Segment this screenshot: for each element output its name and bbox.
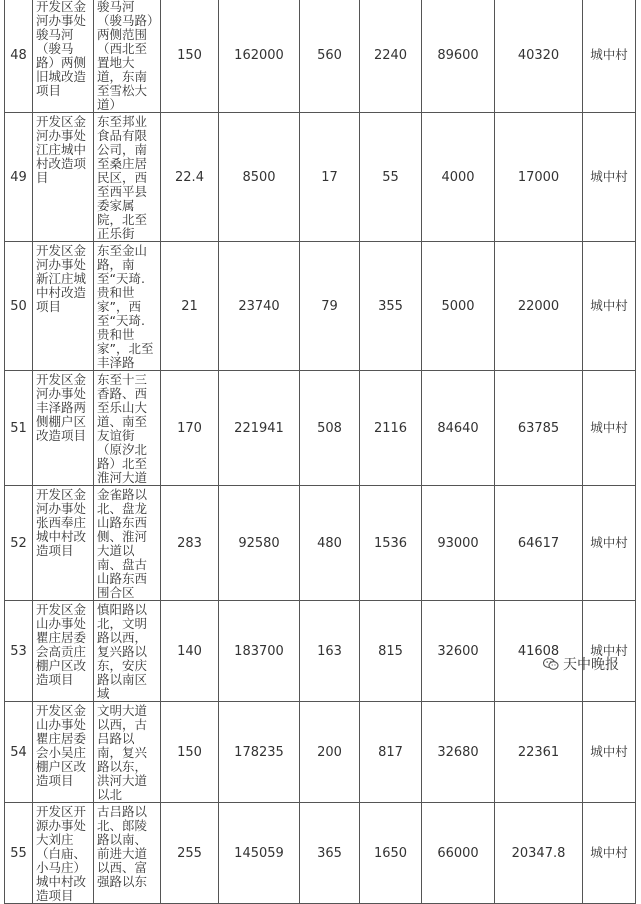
area-value: 255	[161, 803, 219, 904]
value-1: 162000	[219, 0, 300, 113]
value-1: 23740	[219, 242, 300, 371]
project-scope: 东至邦业食品有限公司，南至桑庄居民区，西至西平县委家属院，北至正乐街	[94, 113, 161, 242]
value-3: 815	[360, 601, 422, 702]
value-4: 66000	[422, 803, 495, 904]
area-value: 21	[161, 242, 219, 371]
project-name: 开发区金河办事处张西奉庄城中村改造项目	[33, 486, 94, 601]
area-value: 150	[161, 0, 219, 113]
value-1: 183700	[219, 601, 300, 702]
project-type: 城中村	[583, 0, 636, 113]
value-5: 63785	[495, 371, 583, 486]
project-type: 城中村	[583, 371, 636, 486]
value-1: 8500	[219, 113, 300, 242]
value-2: 508	[300, 371, 360, 486]
project-name: 开发区金河办事处新江庄城中村改造项目	[33, 242, 94, 371]
area-value: 22.4	[161, 113, 219, 242]
row-number: 52	[5, 486, 33, 601]
area-value: 150	[161, 702, 219, 803]
value-5: 40320	[495, 0, 583, 113]
value-2: 17	[300, 113, 360, 242]
watermark	[543, 654, 619, 674]
row-number: 51	[5, 371, 33, 486]
value-1: 145059	[219, 803, 300, 904]
project-name: 开发区金河办事处江庄城中村改造项目	[33, 113, 94, 242]
row-number: 54	[5, 702, 33, 803]
project-scope: 古吕路以北、郎陵路以南、前进大道以西、富强路以东	[94, 803, 161, 904]
value-3: 2240	[360, 0, 422, 113]
area-value: 170	[161, 371, 219, 486]
project-type: 城中村	[583, 242, 636, 371]
value-4: 32680	[422, 702, 495, 803]
row-number: 48	[5, 0, 33, 113]
value-2: 200	[300, 702, 360, 803]
value-5: 22361	[495, 702, 583, 803]
watermark-text: 天中晚报	[563, 657, 619, 673]
project-name: 开发区金河办事处骏马河（骏马路）两侧旧城改造项目	[33, 0, 94, 113]
project-type: 城中村	[583, 113, 636, 242]
project-table	[4, 0, 636, 904]
project-type: 城中村	[583, 486, 636, 601]
value-3: 2116	[360, 371, 422, 486]
project-scope: 慎阳路以北，文明路以西，复兴路以东，安庆路以南区域	[94, 601, 161, 702]
project-name: 开发区金山办事处瞿庄居委会高贡庄棚户区改造项目	[33, 601, 94, 702]
row-number: 55	[5, 803, 33, 904]
value-4: 84640	[422, 371, 495, 486]
value-3: 1650	[360, 803, 422, 904]
value-1: 178235	[219, 702, 300, 803]
project-type: 城中村	[583, 601, 636, 702]
row-number: 53	[5, 601, 33, 702]
value-5: 41608	[495, 601, 583, 702]
value-2: 79	[300, 242, 360, 371]
project-name: 开发区金河办事处丰泽路两侧棚户区改造项目	[33, 371, 94, 486]
value-3: 1536	[360, 486, 422, 601]
value-4: 32600	[422, 601, 495, 702]
project-name: 开发区开源办事处大刘庄（白庙、小马庄）城中村改造项目	[33, 803, 94, 904]
value-2: 480	[300, 486, 360, 601]
wechat-icon	[543, 657, 559, 671]
value-4: 93000	[422, 486, 495, 601]
row-number: 49	[5, 113, 33, 242]
area-value: 283	[161, 486, 219, 601]
value-5: 64617	[495, 486, 583, 601]
project-type: 城中村	[583, 803, 636, 904]
value-4: 4000	[422, 113, 495, 242]
value-3: 55	[360, 113, 422, 242]
area-value: 140	[161, 601, 219, 702]
project-scope: 金雀路以北、盘龙山路东西侧、淮河大道以南、盘古山路东西围合区	[94, 486, 161, 601]
value-2: 365	[300, 803, 360, 904]
value-3: 817	[360, 702, 422, 803]
project-type: 城中村	[583, 702, 636, 803]
value-5: 17000	[495, 113, 583, 242]
table-row	[5, 371, 636, 486]
project-scope: 骏马河（骏马路）两侧范围（西北至置地大道，东南至雪松大道）	[94, 0, 161, 113]
table-row	[5, 113, 636, 242]
table-row	[5, 0, 636, 113]
value-2: 163	[300, 601, 360, 702]
table-row	[5, 601, 636, 702]
project-scope: 东至金山路，南至“天琦.贵和世家”，西至“天琦.贵和世家”，北至丰泽路	[94, 242, 161, 371]
table-row	[5, 803, 636, 904]
value-1: 92580	[219, 486, 300, 601]
value-3: 355	[360, 242, 422, 371]
table-row	[5, 486, 636, 601]
row-number: 50	[5, 242, 33, 371]
value-4: 89600	[422, 0, 495, 113]
project-scope: 文明大道以西，古吕路以南，复兴路以东，洪河大道以北	[94, 702, 161, 803]
value-5: 20347.8	[495, 803, 583, 904]
project-scope: 东至十三香路、西至乐山大道、南至友谊街（原汐北路）北至淮河大道	[94, 371, 161, 486]
value-1: 221941	[219, 371, 300, 486]
value-5: 22000	[495, 242, 583, 371]
project-name: 开发区金山办事处瞿庄居委会小吴庄棚户区改造项目	[33, 702, 94, 803]
table-row	[5, 702, 636, 803]
value-2: 560	[300, 0, 360, 113]
table-row	[5, 242, 636, 371]
value-4: 5000	[422, 242, 495, 371]
